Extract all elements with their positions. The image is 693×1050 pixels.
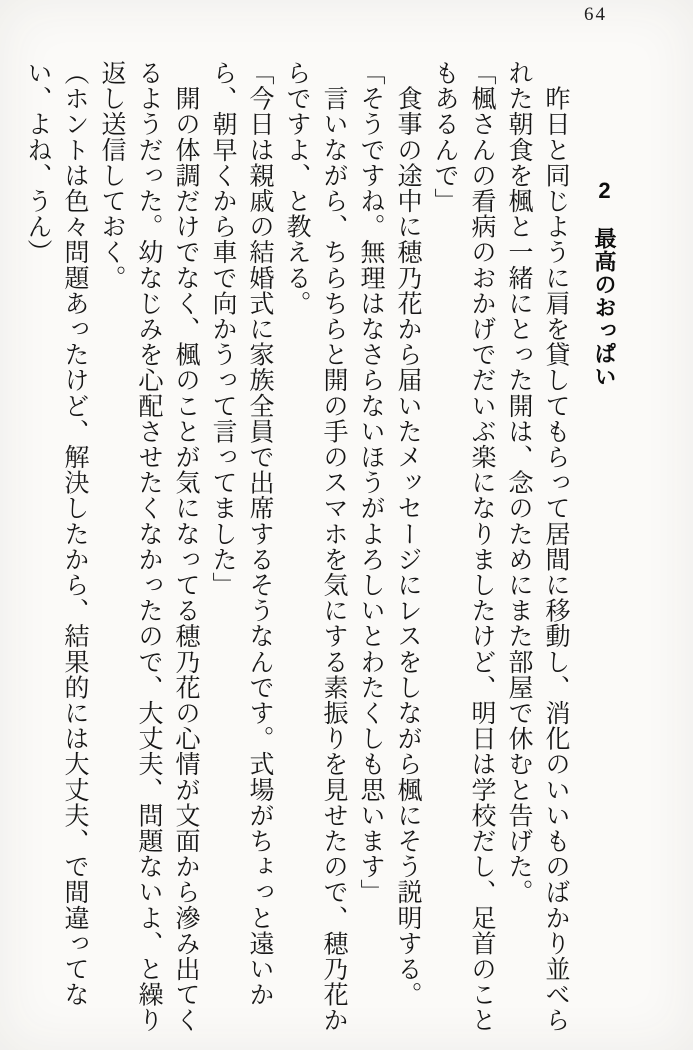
paragraph-dialogue-hiraku: 「楓さんの看病のおかげでだいぶ楽になりましたけど、明日は学校だし、足首のこともあるんで」 [431,60,495,1033]
paragraph-narration: 言いながら、ちらちらと開の手のスマホを気にする素振りを見せたので、穂乃花からですよ、と教える。 [283,60,347,1033]
paragraph-narration: 食事の途中に穂乃花から届いたメッセージにレスをしながら楓にそう説明する。 [394,60,421,1008]
chapter-heading: 2 最高のおっぱい [592,178,617,388]
page-number: 64 [584,4,607,25]
paragraph-dialogue-kaede: 「そうですね。無理はなさらないほうがよろしいとわたくしも思います」 [357,60,384,905]
paragraph-narration: 昨日と同じように肩を貸してもらって居間に移動し、消化のいいものばかり並べられた朝食を楓と一緒にとった開は、念のためにまた部屋で休むと告げた。 [505,60,569,1033]
paragraph-narration: 開の体調だけでなく、楓のことが気になってる穂乃花の心情が文面から滲み出てくるようだった。幼なじみを心配させたくなかったので、大丈夫、問題ないよ、と繰り返し送信しておく。 [98,60,199,1033]
paragraph-dialogue-hiraku: 「今日は親戚の結婚式に家族全員で出席するそうなんです。式場がちょっと遠いから、朝早くから車で向かうって言ってました」 [209,60,273,1008]
page-text-block [19,60,628,1035]
paragraph-inner-monologue: （ホントは色々問題あったけど、解決したから、結果的には大丈夫、で間違ってない、よね、うん） [24,60,88,1008]
